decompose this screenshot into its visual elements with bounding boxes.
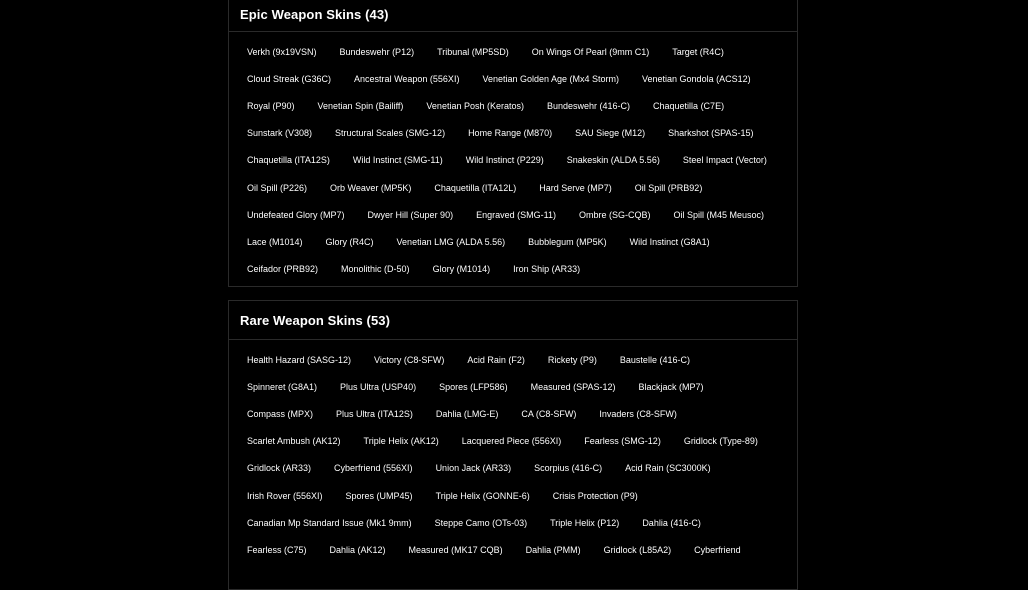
skin-item[interactable]: Wild Instinct (P229) bbox=[465, 155, 544, 166]
skin-item[interactable]: Plus Ultra (USP40) bbox=[340, 381, 417, 392]
skin-item[interactable]: Undefeated Glory (MP7) bbox=[247, 209, 345, 220]
skin-item[interactable]: Irish Rover (556XI) bbox=[247, 490, 323, 501]
skin-item[interactable]: Triple Helix (GONNE-6) bbox=[435, 490, 530, 501]
skin-item[interactable]: Cyberfriend (556XI) bbox=[334, 463, 413, 474]
epic-skins-panel bbox=[228, 0, 798, 287]
skin-item[interactable]: Fearless (SMG-12) bbox=[584, 436, 661, 447]
skin-item[interactable]: Cloud Streak (G36C) bbox=[247, 73, 332, 84]
skin-item[interactable]: Bundeswehr (416-C) bbox=[546, 100, 631, 111]
skin-item[interactable]: Engraved (SMG-11) bbox=[476, 209, 556, 220]
skin-item[interactable]: On Wings Of Pearl (9mm C1) bbox=[531, 46, 650, 57]
skin-item[interactable]: Dahlia (AK12) bbox=[329, 544, 386, 555]
skin-item[interactable]: Measured (MK17 CQB) bbox=[408, 544, 503, 555]
rare-skins-panel bbox=[228, 300, 798, 590]
skin-item[interactable]: Royal (P90) bbox=[247, 100, 295, 111]
skin-item[interactable]: Scorpius (416-C) bbox=[534, 463, 603, 474]
skin-row bbox=[237, 536, 789, 563]
skin-item[interactable]: Bubblegum (MP5K) bbox=[528, 236, 607, 247]
skin-item[interactable]: Ancestral Weapon (556XI) bbox=[354, 73, 460, 84]
skin-item[interactable]: Dahlia (PMM) bbox=[525, 544, 581, 555]
skin-item[interactable]: Lacquered Piece (556XI) bbox=[461, 436, 562, 447]
epic-skins-list bbox=[229, 32, 797, 283]
skin-item[interactable]: Hard Serve (MP7) bbox=[539, 182, 612, 193]
skin-item[interactable]: Chaquetilla (ITA12L) bbox=[434, 182, 517, 193]
skin-item[interactable]: Structural Scales (SMG-12) bbox=[335, 128, 446, 139]
skin-item[interactable]: Glory (R4C) bbox=[325, 236, 374, 247]
skin-item[interactable]: Canadian Mp Standard Issue (Mk1 9mm) bbox=[247, 517, 412, 528]
skin-item[interactable]: Venetian Golden Age (Mx4 Storm) bbox=[482, 73, 620, 84]
skin-item[interactable]: Gridlock (AR33) bbox=[247, 463, 312, 474]
epic-skins-title: Epic Weapon Skins (43) bbox=[240, 7, 389, 22]
skin-item[interactable]: Venetian Posh (Keratos) bbox=[426, 100, 524, 111]
skin-item[interactable]: Steppe Camo (OTs-03) bbox=[434, 517, 528, 528]
skin-row bbox=[237, 147, 789, 174]
rare-skins-list bbox=[229, 340, 797, 564]
skin-row bbox=[237, 201, 789, 228]
skin-item[interactable]: Sunstark (V308) bbox=[247, 128, 313, 139]
skin-row bbox=[237, 428, 789, 455]
skin-item[interactable]: Ceifador (PRB92) bbox=[247, 264, 319, 275]
skin-item[interactable]: Iron Ship (AR33) bbox=[513, 264, 581, 275]
skin-item[interactable]: Oil Spill (PRB92) bbox=[634, 182, 703, 193]
skin-item[interactable]: Blackjack (MP7) bbox=[638, 381, 704, 392]
skin-item[interactable]: Tribunal (MP5SD) bbox=[437, 46, 509, 57]
skin-item[interactable]: Dahlia (LMG-E) bbox=[435, 408, 499, 419]
skin-row bbox=[237, 509, 789, 536]
skin-item[interactable]: Dahlia (416-C) bbox=[642, 517, 701, 528]
skin-item[interactable]: Sharkshot (SPAS-15) bbox=[668, 128, 754, 139]
skin-item[interactable]: Lace (M1014) bbox=[247, 236, 303, 247]
skin-item[interactable]: Wild Instinct (G8A1) bbox=[629, 236, 710, 247]
skin-item[interactable]: Home Range (M870) bbox=[468, 128, 553, 139]
skin-row bbox=[237, 400, 789, 427]
skin-item[interactable]: Dwyer Hill (Super 90) bbox=[367, 209, 454, 220]
skin-item[interactable]: Spinneret (G8A1) bbox=[247, 381, 318, 392]
skin-row bbox=[237, 92, 789, 119]
skin-item[interactable]: SAU Siege (M12) bbox=[575, 128, 646, 139]
skin-item[interactable]: Triple Helix (P12) bbox=[550, 517, 620, 528]
skin-item[interactable]: Verkh (9x19VSN) bbox=[247, 46, 317, 57]
skin-item[interactable]: Target (R4C) bbox=[672, 46, 724, 57]
skin-item[interactable]: Spores (LFP586) bbox=[439, 381, 508, 392]
skin-item[interactable]: Triple Helix (AK12) bbox=[363, 436, 439, 447]
skin-item[interactable]: Gridlock (Type-89) bbox=[683, 436, 758, 447]
epic-skins-header bbox=[229, 0, 797, 32]
skin-row bbox=[237, 38, 789, 65]
skin-row bbox=[237, 346, 789, 373]
skin-item[interactable]: Gridlock (L85A2) bbox=[603, 544, 672, 555]
skin-item[interactable]: Monolithic (D-50) bbox=[341, 264, 410, 275]
skin-item[interactable]: Acid Rain (F2) bbox=[467, 354, 525, 365]
skin-item[interactable]: Chaquetilla (ITA12S) bbox=[247, 155, 330, 166]
skin-row bbox=[237, 482, 789, 509]
skin-row bbox=[237, 174, 789, 201]
skin-row bbox=[237, 373, 789, 400]
skin-item[interactable]: Venetian LMG (ALDA 5.56) bbox=[396, 236, 506, 247]
skin-item[interactable]: Victory (C8-SFW) bbox=[374, 354, 445, 365]
skin-item[interactable]: Scarlet Ambush (AK12) bbox=[247, 436, 341, 447]
skin-item[interactable]: Orb Weaver (MP5K) bbox=[330, 182, 412, 193]
skin-item[interactable]: Steel Impact (Vector) bbox=[682, 155, 767, 166]
skin-item[interactable]: Invaders (C8-SFW) bbox=[599, 408, 677, 419]
skin-row bbox=[237, 65, 789, 92]
skin-item[interactable]: Rickety (P9) bbox=[547, 354, 597, 365]
skin-row bbox=[237, 228, 789, 255]
skin-row bbox=[237, 256, 789, 283]
skin-item[interactable]: CA (C8-SFW) bbox=[521, 408, 577, 419]
skin-item[interactable]: Spores (UMP45) bbox=[345, 490, 413, 501]
skin-item[interactable]: Union Jack (AR33) bbox=[435, 463, 512, 474]
skin-item[interactable]: Wild Instinct (SMG-11) bbox=[352, 155, 443, 166]
skin-item[interactable]: Oil Spill (M45 Meusoc) bbox=[673, 209, 764, 220]
skin-item[interactable]: Chaquetilla (C7E) bbox=[653, 100, 725, 111]
skin-row bbox=[237, 455, 789, 482]
rare-skins-header bbox=[229, 301, 797, 340]
skin-item[interactable]: Compass (MPX) bbox=[247, 408, 314, 419]
skin-item[interactable]: Measured (SPAS-12) bbox=[530, 381, 616, 392]
skin-item[interactable]: Cyberfriend bbox=[694, 544, 741, 555]
skin-item[interactable]: Baustelle (416-C) bbox=[619, 354, 690, 365]
skin-item[interactable]: Health Hazard (SASG-12) bbox=[247, 354, 352, 365]
skin-item[interactable]: Acid Rain (SC3000K) bbox=[625, 463, 711, 474]
skin-item[interactable]: Venetian Spin (Bailiff) bbox=[317, 100, 404, 111]
skin-row bbox=[237, 120, 789, 147]
skin-item[interactable]: Crisis Protection (P9) bbox=[552, 490, 638, 501]
skin-item[interactable]: Venetian Gondola (ACS12) bbox=[642, 73, 751, 84]
skin-item[interactable]: Snakeskin (ALDA 5.56) bbox=[566, 155, 660, 166]
skin-item[interactable]: Glory (M1014) bbox=[432, 264, 491, 275]
skin-item[interactable]: Bundeswehr (P12) bbox=[339, 46, 415, 57]
skin-item[interactable]: Fearless (C75) bbox=[247, 544, 307, 555]
skin-item[interactable]: Ombre (SG-CQB) bbox=[578, 209, 651, 220]
skin-item[interactable]: Oil Spill (P226) bbox=[247, 182, 308, 193]
skin-item[interactable]: Plus Ultra (ITA12S) bbox=[336, 408, 413, 419]
rare-skins-title: Rare Weapon Skins (53) bbox=[240, 312, 391, 328]
